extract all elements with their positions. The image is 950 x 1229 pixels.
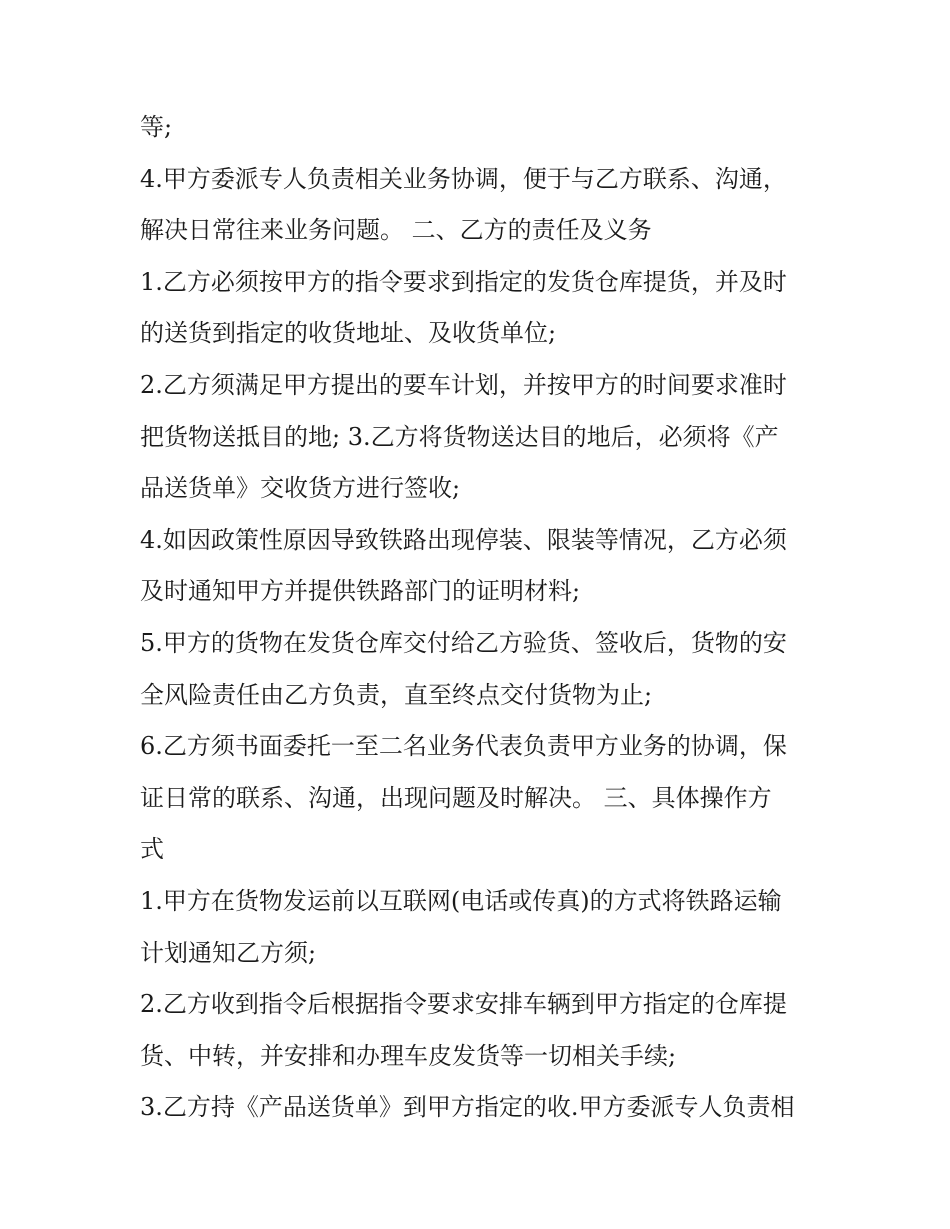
text-line: 及时通知甲方并提供铁路部门的证明材料; bbox=[140, 577, 581, 606]
text-line: 2.乙方收到指令后根据指令要求安排车辆到甲方指定的仓库提 bbox=[140, 990, 787, 1019]
text-line: 4.甲方委派专人负责相关业务协调，便于与乙方联系、沟通， bbox=[140, 164, 787, 193]
text-line: 2.乙方须满足甲方提出的要车计划，并按甲方的时间要求准时 bbox=[140, 370, 787, 399]
document-body bbox=[140, 102, 820, 1134]
text-line: 4.如因政策性原因导致铁路出现停装、限装等情况，乙方必须 bbox=[140, 525, 787, 554]
text-line: 全风险责任由乙方负责，直至终点交付货物为止; bbox=[140, 680, 653, 709]
text-line: 证日常的联系、沟通，出现问题及时解决。 三、具体操作方 bbox=[140, 783, 772, 812]
text-line: 式 bbox=[140, 835, 164, 864]
text-line: 6.乙方须书面委托一至二名业务代表负责甲方业务的协调，保 bbox=[140, 732, 787, 761]
text-line: 品送货单》交收货方进行签收; bbox=[140, 474, 461, 503]
text-line: 5.甲方的货物在发货仓库交付给乙方验货、签收后，货物的安 bbox=[140, 628, 787, 657]
text-line: 1.乙方必须按甲方的指令要求到指定的发货仓库提货，并及时 bbox=[140, 267, 787, 296]
text-line: 计划通知乙方须; bbox=[140, 938, 317, 967]
text-line: 把货物送抵目的地; 3.乙方将货物送达目的地后，必须将《产 bbox=[140, 422, 779, 451]
text-line: 的送货到指定的收货地址、及收货单位; bbox=[140, 319, 557, 348]
text-line: 解决日常往来业务问题。 二、乙方的责任及义务 bbox=[140, 216, 652, 245]
text-line: 1.甲方在货物发运前以互联网(电话或传真)的方式将铁路运输 bbox=[140, 886, 782, 915]
text-line: 3.乙方持《产品送货单》到甲方指定的收.甲方委派专人负责相 bbox=[140, 1093, 795, 1122]
text-line: 等; bbox=[140, 113, 173, 141]
text-line: 货、中转，并安排和办理车皮发货等一切相关手续; bbox=[140, 1041, 677, 1070]
